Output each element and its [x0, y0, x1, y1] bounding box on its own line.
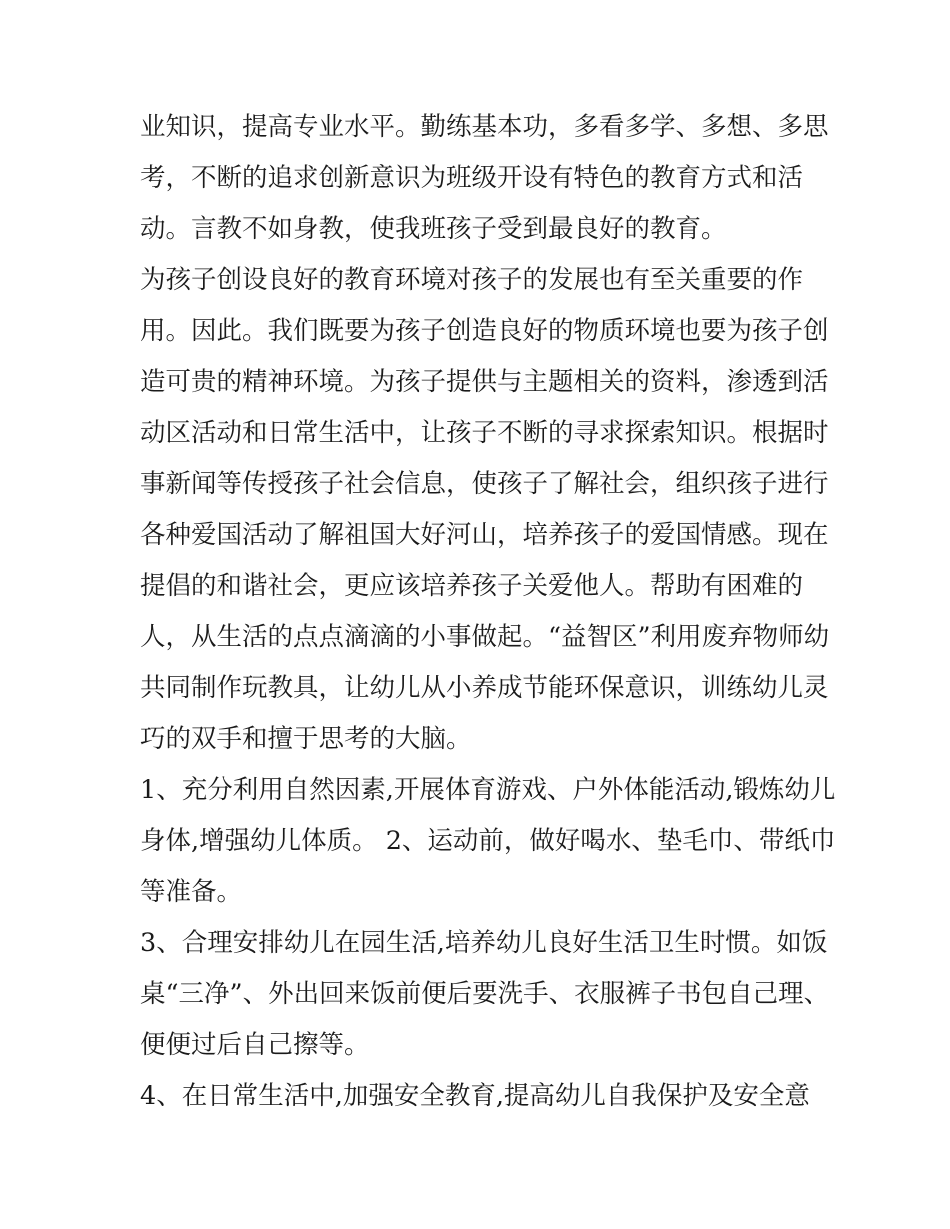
- text-line-12: 共同制作玩教具，让幼儿从小养成节能环保意识，训练幼儿灵: [140, 673, 829, 703]
- text-line-13: 巧的双手和擅于思考的大脑。: [140, 724, 472, 754]
- text-line-4: 为孩子创设良好的教育环境对孩子的发展也有至关重要的作: [140, 265, 804, 295]
- text-line-19: 便便过后自己擦等。: [140, 1030, 370, 1060]
- text-line-1: 业知识，提高专业水平。勤练基本功，多看多学、多想、多思: [140, 112, 829, 142]
- text-line-2: 考，不断的追求创新意识为班级开设有特色的教育方式和活: [140, 163, 804, 193]
- text-line-6: 造可贵的精神环境。为孩子提供与主题相关的资料，渗透到活: [140, 367, 829, 397]
- text-line-3: 动。言教不如身教，使我班孩子受到最良好的教育。: [140, 214, 727, 244]
- text-line-18: 桌“三净”、外出回来饭前便后要洗手、衣服裤子书包自己理、: [140, 979, 830, 1009]
- text-line-9: 各种爱国活动了解祖国大好河山，培养孩子的爱国情感。现在: [140, 520, 829, 550]
- text-line-14: 1、充分利用自然因素,开展体育游戏、户外体能活动,锻炼幼儿: [140, 775, 836, 805]
- text-line-11: 人，从生活的点点滴滴的小事做起。“益智区”利用废弃物师幼: [140, 622, 830, 652]
- text-line-10: 提倡的和谐社会，更应该培养孩子关爱他人。帮助有困难的: [140, 571, 804, 601]
- text-line-5: 用。因此。我们既要为孩子创造良好的物质环境也要为孩子创: [140, 316, 829, 346]
- text-line-17: 3、合理安排幼儿在园生活,培养幼儿良好生活卫生时惯。如饭: [140, 928, 828, 958]
- text-line-7: 动区活动和日常生活中，让孩子不断的寻求探索知识。根据时: [140, 418, 829, 448]
- document-body: [140, 102, 836, 1122]
- text-line-16: 等准备。: [140, 877, 243, 907]
- text-line-20: 4、在日常生活中,加强安全教育,提高幼儿自我保护及安全意: [140, 1081, 810, 1111]
- text-line-8: 事新闻等传授孩子社会信息，使孩子了解社会，组织孩子进行: [140, 469, 829, 499]
- text-line-15: 身体,增强幼儿体质。 2、运动前，做好喝水、垫毛巾、带纸巾: [140, 826, 836, 856]
